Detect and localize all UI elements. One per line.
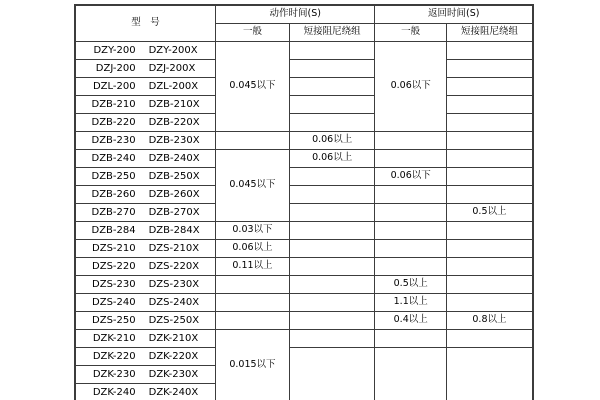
model-base: DZS-230	[92, 279, 136, 290]
table-row	[75, 78, 533, 96]
return-general-cell	[375, 240, 446, 258]
model-base: DZS-250	[92, 315, 136, 326]
return-general-cell	[375, 258, 446, 276]
model-cell	[75, 276, 216, 294]
model-cell	[75, 96, 216, 114]
model-variant: DZS-250X	[148, 315, 200, 326]
return-damped-winding-cell: 0.8以上	[446, 312, 533, 330]
action-damped-winding-cell	[289, 222, 375, 240]
action-damped-winding-cell	[289, 78, 375, 96]
model-pair	[76, 135, 215, 146]
model-pair	[76, 315, 215, 326]
model-cell	[75, 384, 216, 400]
action-general-cell	[216, 294, 290, 312]
model-variant: DZB-284X	[148, 225, 200, 236]
model-cell	[75, 204, 216, 222]
model-variant: DZS-210X	[148, 243, 200, 254]
table-row	[75, 42, 533, 60]
model-base: DZS-210	[92, 243, 136, 254]
table-row	[75, 330, 533, 348]
action-damped-winding-cell	[289, 114, 375, 132]
return-damped-winding-cell	[446, 78, 533, 96]
model-base: DZB-230	[91, 135, 136, 146]
model-pair	[76, 189, 215, 200]
header-row-groups	[75, 5, 533, 24]
table-row	[75, 132, 533, 150]
model-cell	[75, 348, 216, 366]
return-general-cell	[375, 330, 446, 348]
return-damped-winding-cell	[446, 96, 533, 114]
model-base: DZB-270	[91, 207, 136, 218]
spec-table-header	[75, 5, 533, 42]
model-cell	[75, 294, 216, 312]
action-general-header: 一般	[216, 24, 290, 42]
return-damped-winding-cell	[446, 276, 533, 294]
return-general-cell	[375, 186, 446, 204]
model-pair	[76, 243, 215, 254]
table-row	[75, 96, 533, 114]
model-cell	[75, 132, 216, 150]
table-row	[75, 276, 533, 294]
return-general-cell	[375, 222, 446, 240]
model-pair	[76, 279, 215, 290]
model-variant: DZL-200X	[148, 81, 199, 92]
model-pair	[76, 117, 215, 128]
model-base: DZB-260	[91, 189, 136, 200]
action-damped-winding-cell	[289, 294, 375, 312]
model-base: DZK-210	[92, 333, 136, 344]
return-general-cell: 0.5以上	[375, 276, 446, 294]
model-base: DZB-220	[91, 117, 136, 128]
model-pair	[76, 153, 215, 164]
model-cell	[75, 366, 216, 384]
model-pair	[76, 99, 215, 110]
model-variant: DZB-270X	[148, 207, 200, 218]
return-damped-winding-cell	[446, 222, 533, 240]
return-general-cell: 0.4以上	[375, 312, 446, 330]
action-damped-winding-cell: 0.06以上	[289, 150, 375, 168]
return-damped-winding-cell	[446, 258, 533, 276]
table-row	[75, 312, 533, 330]
model-variant: DZS-230X	[148, 279, 200, 290]
return-general-cell: 0.06以下	[375, 42, 446, 132]
action-damped-winding-header: 短接阻尼绕组	[289, 24, 375, 42]
table-row	[75, 204, 533, 222]
model-variant: DZS-240X	[148, 297, 200, 308]
table-row	[75, 60, 533, 78]
return-general-header: 一般	[375, 24, 446, 42]
model-cell	[75, 258, 216, 276]
action-damped-winding-cell	[289, 330, 375, 348]
model-pair	[76, 225, 215, 236]
model-variant: DZB-240X	[148, 153, 200, 164]
action-damped-winding-cell	[289, 258, 375, 276]
model-variant: DZS-220X	[148, 261, 200, 272]
table-row	[75, 114, 533, 132]
model-pair	[76, 261, 215, 272]
model-base: DZK-240	[92, 387, 136, 398]
action-damped-winding-cell	[289, 96, 375, 114]
model-variant: DZK-220X	[148, 351, 199, 362]
action-damped-winding-cell	[289, 186, 375, 204]
model-variant: DZK-210X	[148, 333, 199, 344]
model-cell	[75, 78, 216, 96]
return-damped-winding-cell	[446, 294, 533, 312]
model-variant: DZB-230X	[148, 135, 200, 146]
action-damped-winding-cell	[289, 276, 375, 294]
model-pair	[76, 63, 215, 74]
model-cell	[75, 168, 216, 186]
return-general-cell	[375, 150, 446, 168]
model-variant: DZJ-200X	[148, 63, 196, 74]
model-cell	[75, 186, 216, 204]
model-pair	[76, 297, 215, 308]
model-pair	[76, 387, 215, 398]
return-general-cell	[375, 132, 446, 150]
table-row	[75, 168, 533, 186]
return-damped-winding-cell	[446, 168, 533, 186]
action-damped-winding-cell: 0.06以上	[289, 132, 375, 150]
action-general-cell: 0.045以下	[216, 150, 290, 222]
model-cell	[75, 312, 216, 330]
model-base: DZJ-200	[95, 63, 136, 74]
action-damped-winding-cell	[289, 204, 375, 222]
action-damped-winding-cell	[289, 348, 375, 400]
return-general-cell	[375, 348, 446, 400]
model-variant: DZK-240X	[148, 387, 199, 398]
model-variant: DZB-210X	[148, 99, 200, 110]
model-base: DZK-230	[92, 369, 136, 380]
return-damped-winding-cell	[446, 60, 533, 78]
table-row	[75, 222, 533, 240]
return-damped-winding-cell	[446, 348, 533, 400]
action-general-cell	[216, 312, 290, 330]
model-cell	[75, 330, 216, 348]
model-pair	[76, 369, 215, 380]
return-damped-winding-cell	[446, 114, 533, 132]
action-damped-winding-cell	[289, 60, 375, 78]
action-general-cell: 0.11以上	[216, 258, 290, 276]
spec-table-body	[75, 42, 533, 400]
action-damped-winding-cell	[289, 168, 375, 186]
model-variant: DZY-200X	[148, 45, 198, 56]
return-damped-winding-cell	[446, 240, 533, 258]
return-general-cell	[375, 204, 446, 222]
model-base: DZS-220	[92, 261, 136, 272]
return-general-cell: 0.06以下	[375, 168, 446, 186]
model-base: DZL-200	[92, 81, 136, 92]
model-pair	[76, 45, 215, 56]
model-column-header: 型 号	[75, 5, 216, 42]
table-row	[75, 348, 533, 366]
model-base: DZS-240	[92, 297, 136, 308]
return-damped-winding-cell	[446, 132, 533, 150]
table-row	[75, 150, 533, 168]
action-time-group-header: 动作时间(S)	[216, 5, 375, 24]
action-general-cell: 0.03以下	[216, 222, 290, 240]
model-base: DZB-210	[91, 99, 136, 110]
model-base: DZB-240	[91, 153, 136, 164]
model-cell	[75, 60, 216, 78]
model-cell	[75, 42, 216, 60]
action-general-cell	[216, 132, 290, 150]
table-row	[75, 258, 533, 276]
model-cell	[75, 240, 216, 258]
model-pair	[76, 81, 215, 92]
return-general-cell: 1.1以上	[375, 294, 446, 312]
action-general-cell: 0.045以下	[216, 42, 290, 132]
return-time-group-header: 返回时间(S)	[375, 5, 533, 24]
model-base: DZB-284	[91, 225, 136, 236]
action-damped-winding-cell	[289, 312, 375, 330]
return-damped-winding-cell: 0.5以上	[446, 204, 533, 222]
model-pair	[76, 351, 215, 362]
return-damped-winding-cell	[446, 42, 533, 60]
action-general-cell: 0.06以上	[216, 240, 290, 258]
model-variant: DZB-250X	[148, 171, 200, 182]
table-row	[75, 294, 533, 312]
model-variant: DZK-230X	[148, 369, 199, 380]
model-variant: DZB-220X	[148, 117, 200, 128]
return-damped-winding-cell	[446, 186, 533, 204]
model-base: DZB-250	[91, 171, 136, 182]
action-general-cell: 0.015以下	[216, 330, 290, 400]
spec-table	[74, 4, 534, 400]
action-damped-winding-cell	[289, 42, 375, 60]
model-pair	[76, 207, 215, 218]
table-row	[75, 186, 533, 204]
model-pair	[76, 171, 215, 182]
model-base: DZY-200	[93, 45, 136, 56]
model-pair	[76, 333, 215, 344]
model-variant: DZB-260X	[148, 189, 200, 200]
return-damped-winding-header: 短接阻尼绕组	[446, 24, 533, 42]
model-base: DZK-220	[92, 351, 136, 362]
model-cell	[75, 114, 216, 132]
model-cell	[75, 150, 216, 168]
return-damped-winding-cell	[446, 150, 533, 168]
action-general-cell	[216, 276, 290, 294]
table-row	[75, 240, 533, 258]
model-cell	[75, 222, 216, 240]
return-damped-winding-cell	[446, 330, 533, 348]
action-damped-winding-cell	[289, 240, 375, 258]
